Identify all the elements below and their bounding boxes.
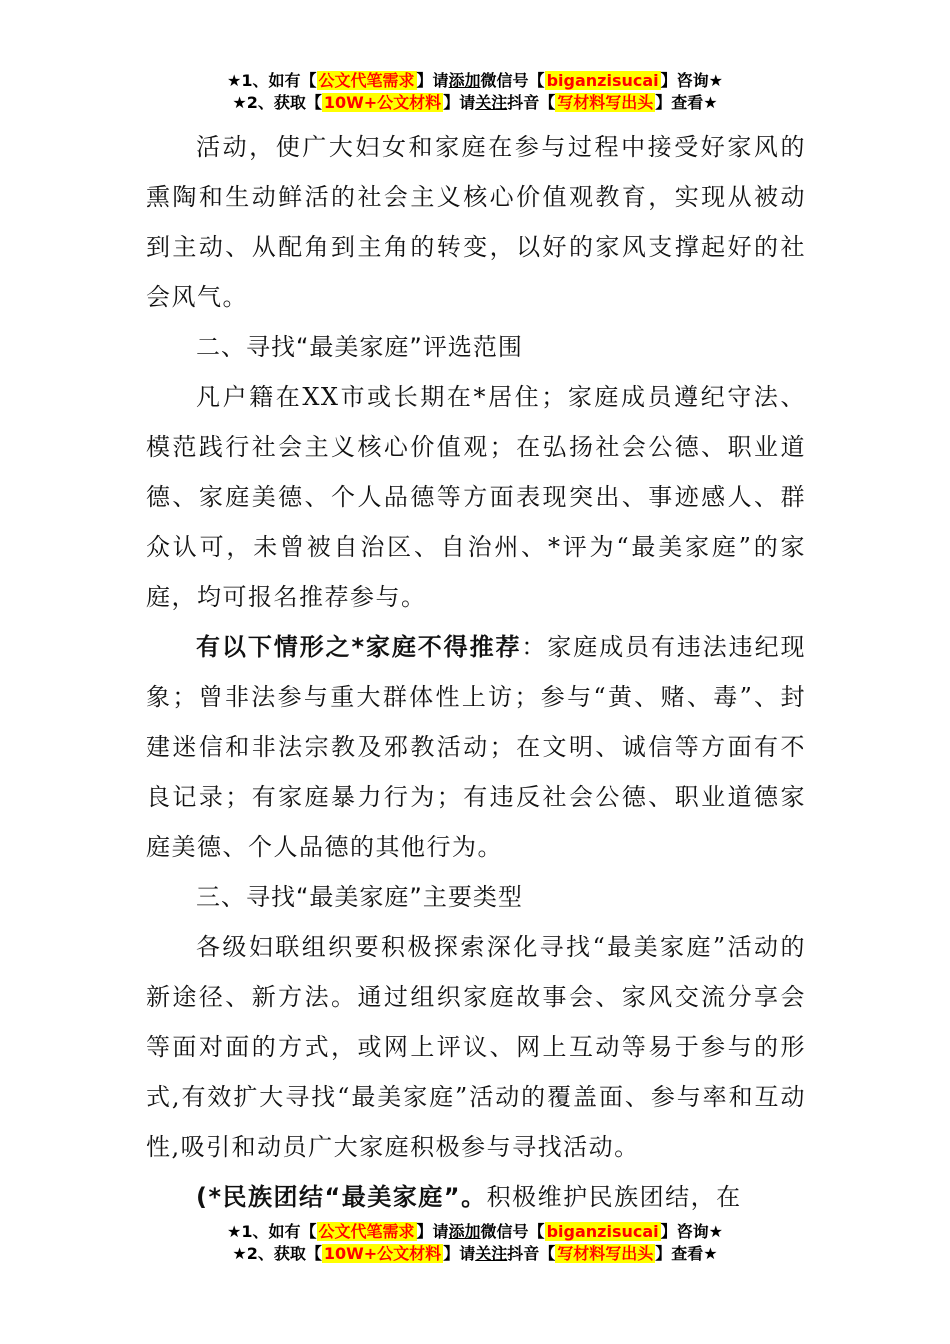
banner-text: 】查看★ [655, 93, 718, 112]
banner-text: 】查看★ [655, 1244, 718, 1263]
banner-highlight: 10W+公文材料 [323, 93, 442, 112]
banner-text: 】咨询★ [660, 71, 723, 90]
banner-underlined: 添加 [448, 1222, 481, 1241]
document-body [146, 122, 806, 1222]
paragraph-3-lead: 有以下情形之*家庭不得推荐 [196, 633, 522, 661]
banner-line-2 [0, 92, 950, 114]
banner-underlined: 关注 [475, 93, 508, 112]
paragraph-3-text: ：家庭成员有违法违纪现象；曾非法参与重大群体性上访；参与“黄、赌、毒”、封建迷信和非法宗教及邪教活动；在文明、诚信等方面有不良记录；有家庭暴力行为；有违反社会公德、职业道德家庭美德、个人品德的其他行为。 [146, 633, 806, 861]
banner-text: 】请 [416, 71, 449, 90]
banner-underlined: 添加 [448, 71, 481, 90]
footer-banner [0, 1221, 950, 1265]
paragraph-5-lead: (*民族团结“最美家庭”。 [196, 1183, 487, 1211]
banner-text: ★1、如有【 [227, 71, 317, 90]
banner-highlight: biganzisucai [546, 1222, 659, 1241]
banner-highlight: 写材料写出头 [557, 1244, 654, 1263]
paragraph-5 [146, 1172, 806, 1222]
paragraph-1: 活动，使广大妇女和家庭在参与过程中接受好家风的熏陶和生动鲜活的社会主义核心价值观教育，实现从被动到主动、从配角到主角的转变，以好的家风支撑起好的社会风气。 [146, 133, 806, 311]
banner-text: 微信号【 [480, 1222, 545, 1241]
banner-line-1 [0, 1221, 950, 1243]
banner-text: 】请 [416, 1222, 449, 1241]
paragraph-2: 凡户籍在XX市或长期在*居住；家庭成员遵纪守法、模范践行社会主义核心价值观；在弘扬社会公德、职业道德、家庭美德、个人品德等方面表现突出、事迹感人、群众认可，未曾被自治区、自治州、*评为“最美家庭”的家庭，均可报名推荐参与。 [146, 383, 806, 611]
banner-text: 】请 [443, 93, 476, 112]
banner-highlight: 公文代笔需求 [318, 1222, 415, 1241]
banner-line-1 [0, 70, 950, 92]
banner-text: 微信号【 [480, 71, 545, 90]
header-banner [0, 70, 950, 114]
banner-highlight: 公文代笔需求 [318, 71, 415, 90]
banner-line-2 [0, 1243, 950, 1265]
section-heading-2: 二、寻找“最美家庭”评选范围 [196, 333, 523, 361]
banner-text: 】咨询★ [660, 1222, 723, 1241]
banner-text: 抖音【 [507, 93, 556, 112]
banner-highlight: biganzisucai [546, 71, 659, 90]
banner-highlight: 10W+公文材料 [323, 1244, 442, 1263]
banner-text: 抖音【 [507, 1244, 556, 1263]
banner-text: 】请 [443, 1244, 476, 1263]
banner-underlined: 关注 [475, 1244, 508, 1263]
section-heading-3: 三、寻找“最美家庭”主要类型 [196, 883, 523, 911]
paragraph-5-text: 积极维护民族团结，在 [486, 1183, 742, 1211]
paragraph-4: 各级妇联组织要积极探索深化寻找“最美家庭”活动的新途径、新方法。通过组织家庭故事会、家风交流分享会等面对面的方式，或网上评议、网上互动等易于参与的形式,有效扩大寻找“最美家庭”活动的覆盖面、参与率和互动性,吸引和动员广大家庭积极参与寻找活动。 [146, 933, 806, 1161]
banner-text: ★2、获取【 [232, 1244, 322, 1263]
paragraph-3 [146, 622, 806, 872]
banner-highlight: 写材料写出头 [557, 93, 654, 112]
banner-text: ★2、获取【 [232, 93, 322, 112]
banner-text: ★1、如有【 [227, 1222, 317, 1241]
